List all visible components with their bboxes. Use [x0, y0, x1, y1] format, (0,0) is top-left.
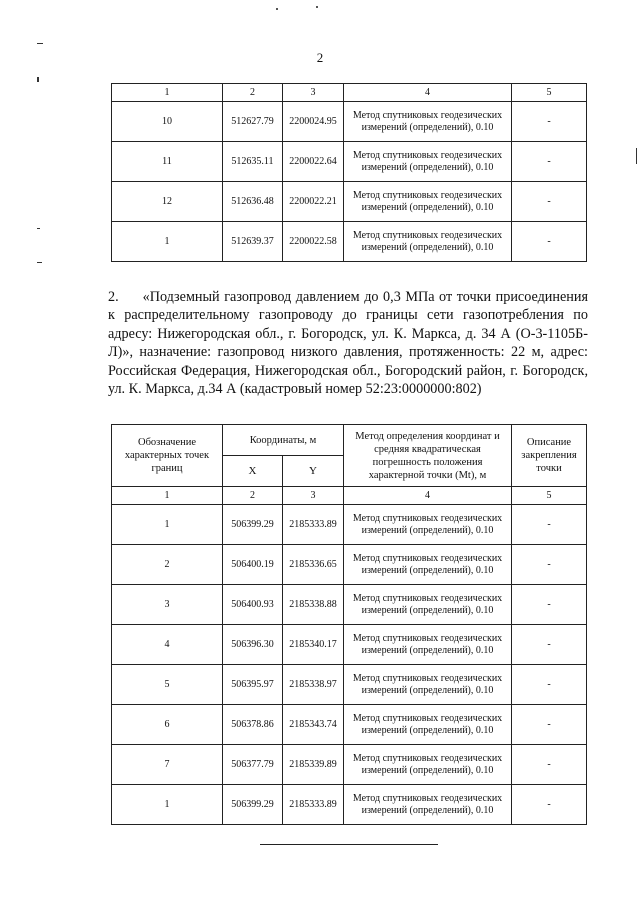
point-number-cell: 3 — [112, 585, 223, 625]
y-coordinate-cell: 2185338.88 — [283, 585, 344, 625]
method-cell: Метод спутниковых геодезических измерений (определений), 0.10 — [344, 665, 512, 705]
page-number: 2 — [316, 50, 324, 65]
method-cell: Метод спутниковых геодезических измерений (определений), 0.10 — [344, 545, 512, 585]
x-coordinate-cell: 512627.79 — [223, 102, 283, 142]
table-row — [112, 222, 587, 262]
fixing-description-cell: - — [512, 745, 587, 785]
column-index-row — [112, 487, 587, 505]
scan-mark — [276, 8, 278, 10]
header-method: Метод определения координат и средняя квадратическая погрешность положения характерной точки (Mt), м — [344, 425, 512, 487]
point-number-cell: 10 — [112, 102, 223, 142]
column-index-row — [112, 84, 587, 102]
method-cell: Метод спутниковых геодезических измерений (определений), 0.10 — [344, 745, 512, 785]
x-coordinate-cell: 506395.97 — [223, 665, 283, 705]
footer-divider — [260, 844, 438, 845]
fixing-description-cell: - — [512, 102, 587, 142]
x-coordinate-cell: 506400.19 — [223, 545, 283, 585]
header-coordinates: Координаты, м — [223, 425, 344, 456]
fixing-description-cell: - — [512, 585, 587, 625]
column-index: 1 — [112, 84, 223, 102]
coordinates-table — [111, 424, 587, 825]
coordinates-table-continued — [111, 83, 587, 262]
method-cell: Метод спутниковых геодезических измерений (определений), 0.10 — [344, 585, 512, 625]
method-cell: Метод спутниковых геодезических измерений (определений), 0.10 — [344, 785, 512, 825]
table-row — [112, 182, 587, 222]
scan-mark — [37, 262, 42, 263]
scan-mark — [316, 6, 318, 8]
point-number-cell: 5 — [112, 665, 223, 705]
point-number-cell: 2 — [112, 545, 223, 585]
column-index: 2 — [223, 84, 283, 102]
column-index: 3 — [283, 84, 344, 102]
y-coordinate-cell: 2200022.58 — [283, 222, 344, 262]
x-coordinate-cell: 512636.48 — [223, 182, 283, 222]
x-coordinate-cell: 506378.86 — [223, 705, 283, 745]
y-coordinate-cell: 2200024.95 — [283, 102, 344, 142]
point-number-cell: 4 — [112, 625, 223, 665]
object-description — [108, 288, 588, 398]
point-number-cell: 1 — [112, 222, 223, 262]
y-coordinate-cell: 2185333.89 — [283, 505, 344, 545]
fixing-description-cell: - — [512, 182, 587, 222]
y-coordinate-cell: 2185333.89 — [283, 785, 344, 825]
header-point-designation: Обозначение характерных точек границ — [112, 425, 223, 487]
method-cell: Метод спутниковых геодезических измерений (определений), 0.10 — [344, 505, 512, 545]
x-coordinate-cell: 512639.37 — [223, 222, 283, 262]
y-coordinate-cell: 2185338.97 — [283, 665, 344, 705]
paragraph-text: «Подземный газопровод давлением до 0,3 МПа от точки присоединения к распределительному газопроводу до границы сети газопотребления по адресу: Нижегородская обл., г. Богородск, ул. К. Маркса, д. 34 А (О-3-1105Б-Л)», назначение: газопровод низкого давления, протяженность: 22 м, адрес: Российская Федерация, Нижегородская обл., Богородский район, г. Богородск, ул. К. Маркса, д.34 А (кадастровый номер 52:23:0000000:802) — [108, 289, 588, 398]
table-row — [112, 545, 587, 585]
y-coordinate-cell: 2185339.89 — [283, 745, 344, 785]
fixing-description-cell: - — [512, 505, 587, 545]
column-index: 5 — [512, 487, 587, 505]
point-number-cell: 6 — [112, 705, 223, 745]
scan-mark — [636, 148, 637, 164]
x-coordinate-cell: 506400.93 — [223, 585, 283, 625]
point-number-cell: 1 — [112, 505, 223, 545]
table-row — [112, 785, 587, 825]
fixing-description-cell: - — [512, 705, 587, 745]
x-coordinate-cell: 506399.29 — [223, 785, 283, 825]
scan-mark — [37, 228, 40, 229]
point-number-cell: 11 — [112, 142, 223, 182]
y-coordinate-cell: 2185340.17 — [283, 625, 344, 665]
method-cell: Метод спутниковых геодезических измерений (определений), 0.10 — [344, 222, 512, 262]
y-coordinate-cell: 2200022.21 — [283, 182, 344, 222]
table-row — [112, 585, 587, 625]
fixing-description-cell: - — [512, 785, 587, 825]
fixing-description-cell: - — [512, 665, 587, 705]
fixing-description-cell: - — [512, 625, 587, 665]
method-cell: Метод спутниковых геодезических измерений (определений), 0.10 — [344, 102, 512, 142]
point-number-cell: 1 — [112, 785, 223, 825]
x-coordinate-cell: 512635.11 — [223, 142, 283, 182]
table-row — [112, 625, 587, 665]
table-row — [112, 745, 587, 785]
table-header-row — [112, 425, 587, 456]
table-row — [112, 142, 587, 182]
y-coordinate-cell: 2185336.65 — [283, 545, 344, 585]
method-cell: Метод спутниковых геодезических измерений (определений), 0.10 — [344, 142, 512, 182]
x-coordinate-cell: 506396.30 — [223, 625, 283, 665]
fixing-description-cell: - — [512, 142, 587, 182]
y-coordinate-cell: 2200022.64 — [283, 142, 344, 182]
table-row — [112, 665, 587, 705]
table-row — [112, 505, 587, 545]
method-cell: Метод спутниковых геодезических измерений (определений), 0.10 — [344, 182, 512, 222]
header-x: X — [223, 456, 283, 487]
table-row — [112, 705, 587, 745]
scan-mark — [37, 43, 43, 44]
x-coordinate-cell: 506399.29 — [223, 505, 283, 545]
paragraph-number: 2. — [108, 289, 119, 305]
table-row — [112, 102, 587, 142]
column-index: 4 — [344, 487, 512, 505]
method-cell: Метод спутниковых геодезических измерений (определений), 0.10 — [344, 705, 512, 745]
method-cell: Метод спутниковых геодезических измерений (определений), 0.10 — [344, 625, 512, 665]
column-index: 4 — [344, 84, 512, 102]
x-coordinate-cell: 506377.79 — [223, 745, 283, 785]
point-number-cell: 12 — [112, 182, 223, 222]
column-index: 1 — [112, 487, 223, 505]
column-index: 3 — [283, 487, 344, 505]
y-coordinate-cell: 2185343.74 — [283, 705, 344, 745]
header-y: Y — [283, 456, 344, 487]
header-fixing: Описание закрепления точки — [512, 425, 587, 487]
column-index: 2 — [223, 487, 283, 505]
fixing-description-cell: - — [512, 545, 587, 585]
point-number-cell: 7 — [112, 745, 223, 785]
scan-mark — [37, 77, 39, 82]
column-index: 5 — [512, 84, 587, 102]
fixing-description-cell: - — [512, 222, 587, 262]
